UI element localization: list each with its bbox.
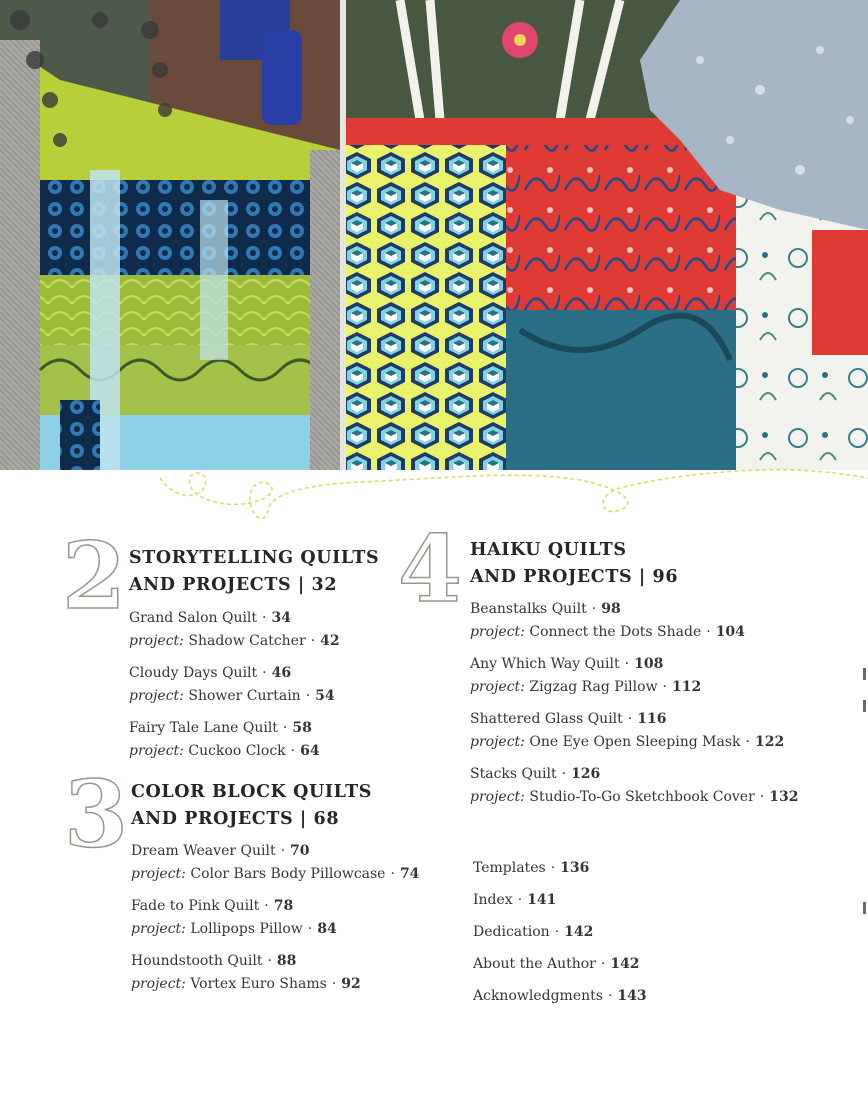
entry-name: One Eye Open Sleeping Mask (529, 734, 741, 750)
project-entry (129, 740, 340, 763)
page-number: 64 (300, 743, 320, 759)
chapter-3-entries (131, 840, 419, 996)
quilt-entry (131, 895, 419, 918)
quilt-entry (473, 948, 647, 980)
separator-dot: · (624, 656, 630, 672)
project-label: project: (470, 679, 525, 695)
project-label: project: (129, 743, 184, 759)
separator-dot: · (591, 601, 597, 617)
project-entry (470, 731, 798, 754)
quilt-entry (470, 763, 798, 786)
quilt-entry (129, 717, 340, 740)
separator-dot: · (264, 898, 269, 914)
project-label: project: (470, 624, 525, 640)
entry-name: Lollipops Pillow (190, 921, 303, 937)
quilt-entry (473, 916, 647, 948)
project-label: project: (470, 789, 525, 805)
chapter-number-4: 4 (398, 515, 463, 623)
entry-name: Shower Curtain (188, 688, 301, 704)
quilt-entry (470, 598, 798, 621)
separator-dot: · (627, 711, 633, 727)
page-number: 122 (754, 734, 785, 750)
project-entry (470, 676, 798, 699)
chapter-title-line1: STORYTELLING QUILTS (129, 548, 380, 568)
entry-name: Any Which Way Quilt (470, 656, 620, 672)
page-number: 142 (564, 924, 594, 940)
entry-name: Cuckoo Clock (188, 743, 286, 759)
entry-name: About the Author (473, 956, 596, 972)
entry-name: Connect the Dots Shade (529, 624, 702, 640)
separator-dot: · (706, 624, 711, 640)
page-number: 92 (341, 976, 361, 992)
separator-dot: · (310, 633, 316, 649)
page-number: 74 (399, 866, 420, 882)
entry-name: Shadow Catcher (188, 633, 306, 649)
chapter-title-line2: AND PROJECTS | 96 (470, 567, 679, 587)
separator-dot: · (745, 734, 750, 750)
page-number: 142 (610, 956, 640, 972)
page-number: 42 (320, 633, 340, 649)
separator-dot: · (759, 789, 765, 805)
page-number: 132 (769, 789, 799, 805)
page-number: 58 (292, 720, 312, 736)
page-number: 104 (715, 624, 745, 640)
separator-dot: · (554, 924, 560, 940)
entry-name: Fairy Tale Lane Quilt (129, 720, 278, 736)
chapter-2-entries (129, 607, 340, 763)
quilt-entry (131, 950, 419, 973)
separator-dot: · (607, 988, 613, 1004)
back-matter-list (473, 852, 647, 1012)
separator-dot: · (331, 976, 337, 992)
separator-dot: · (390, 866, 395, 882)
quilt-and-pillow-photo (0, 0, 868, 470)
project-label: project: (129, 633, 184, 649)
project-entry (131, 918, 419, 941)
page-number: 54 (315, 688, 335, 704)
separator-dot: · (267, 953, 272, 969)
quilt-entry (131, 840, 419, 863)
entry-name: Beanstalks Quilt (470, 601, 587, 617)
project-label: project: (131, 921, 186, 937)
project-entry (131, 863, 419, 886)
separator-dot: · (290, 743, 296, 759)
quilt-entry (129, 607, 340, 630)
entry-name: Color Bars Body Pillowcase (190, 866, 386, 882)
page-number: 136 (560, 860, 590, 876)
chapter-number-3: 3 (64, 760, 129, 868)
entry-name: Studio-To-Go Sketchbook Cover (529, 789, 755, 805)
chapter-title-line2: AND PROJECTS | 32 (129, 575, 338, 595)
chapter-title-line1: HAIKU QUILTS (470, 540, 627, 560)
separator-dot: · (282, 720, 288, 736)
separator-dot: · (550, 860, 556, 876)
chapter-4-entries (470, 598, 798, 809)
page-number: 141 (527, 892, 557, 908)
scan-edge-mark (863, 700, 866, 712)
page-number: 70 (290, 843, 310, 859)
entry-name: Vortex Euro Shams (190, 976, 327, 992)
scan-edge-mark (863, 902, 866, 914)
entry-name: Index (473, 892, 513, 908)
quilt-entry (473, 884, 647, 916)
separator-dot: · (280, 843, 286, 859)
entry-name: Cloudy Days Quilt (129, 665, 258, 681)
entry-name: Stacks Quilt (470, 766, 557, 782)
project-label: project: (129, 688, 184, 704)
chapter-title-line2: AND PROJECTS | 68 (131, 809, 340, 829)
separator-dot: · (307, 921, 313, 937)
scan-edge-mark (863, 668, 866, 680)
quilt-entry (473, 852, 647, 884)
project-label: project: (131, 866, 186, 882)
entry-name: Acknowledgments (473, 988, 603, 1004)
page-number: 112 (672, 679, 702, 695)
page-number: 108 (634, 656, 664, 672)
page-number: 116 (637, 711, 667, 727)
separator-dot: · (600, 956, 606, 972)
quilt-entry (470, 708, 798, 731)
quilt-entry (129, 662, 340, 685)
separator-dot: · (561, 766, 567, 782)
separator-dot: · (262, 610, 267, 626)
chapter-number-2: 2 (62, 522, 127, 630)
quilt-entry (473, 980, 647, 1012)
project-entry (470, 786, 798, 809)
page-number: 84 (317, 921, 337, 937)
entry-name: Shattered Glass Quilt (470, 711, 623, 727)
separator-dot: · (262, 665, 267, 681)
chapter-title-line1: COLOR BLOCK QUILTS (131, 782, 372, 802)
entry-name: Zigzag Rag Pillow (529, 679, 658, 695)
page-number: 78 (273, 898, 294, 914)
page-number: 88 (276, 953, 297, 969)
entry-name: Houndstooth Quilt (131, 953, 263, 969)
project-entry (131, 973, 419, 996)
page-number: 126 (571, 766, 601, 782)
entry-name: Grand Salon Quilt (129, 610, 258, 626)
project-entry (470, 621, 798, 644)
page-number: 143 (617, 988, 647, 1004)
entry-name: Dream Weaver Quilt (131, 843, 276, 859)
entry-name: Dedication (473, 924, 550, 940)
photo-illustration (0, 0, 868, 470)
page-number: 34 (271, 610, 291, 626)
project-entry (129, 685, 340, 708)
separator-dot: · (305, 688, 311, 704)
entry-name: Templates (473, 860, 546, 876)
separator-dot: · (517, 892, 523, 908)
entry-name: Fade to Pink Quilt (131, 898, 260, 914)
separator-dot: · (662, 679, 667, 695)
project-label: project: (470, 734, 525, 750)
page-number: 46 (271, 665, 292, 681)
page-number: 98 (601, 601, 621, 617)
project-label: project: (131, 976, 186, 992)
project-entry (129, 630, 340, 653)
quilt-entry (470, 653, 798, 676)
